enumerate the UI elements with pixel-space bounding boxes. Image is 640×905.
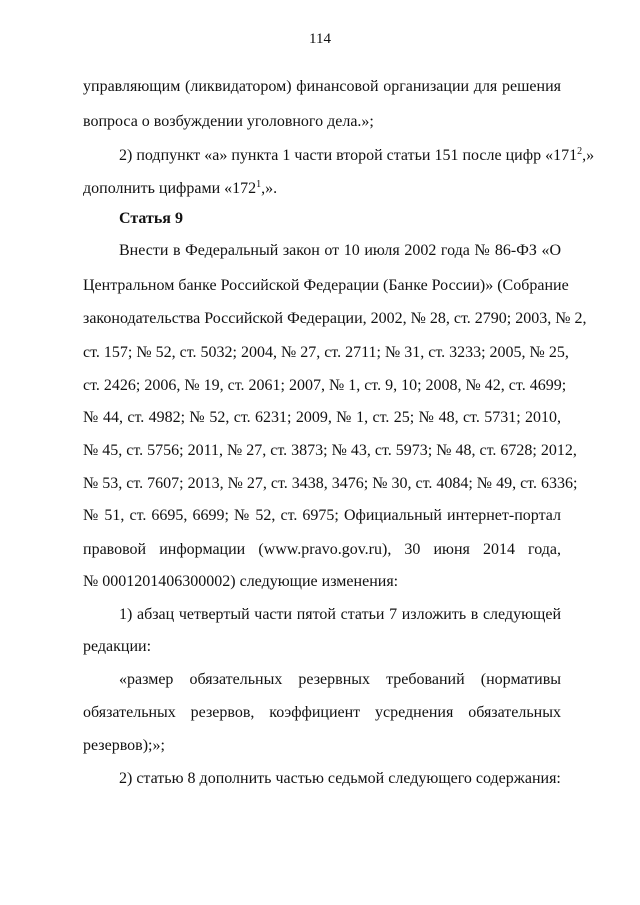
text-line: № 53, ст. 7607; 2013, № 27, ст. 3438, 3476; № 30, ст. 4084; № 49, ст. 6336; xyxy=(83,475,578,492)
text-line: вопроса о возбуждении уголовного дела.»; xyxy=(83,113,374,130)
text-line: редакции: xyxy=(83,638,152,655)
text-line: 1) абзац четвертый части пятой статьи 7 изложить в следующей xyxy=(119,606,561,623)
text-line: № 51, ст. 6695, 6699; № 52, ст. 6975; Официальный интернет-портал xyxy=(83,507,561,524)
text-line xyxy=(83,179,561,199)
text-line: № 44, ст. 4982; № 52, ст. 6231; 2009, № 1, ст. 25; № 48, ст. 5731; 2010, xyxy=(83,409,561,426)
text-fragment: ,». xyxy=(261,180,278,197)
text-fragment: ,» xyxy=(582,147,595,164)
text-line: Центральном банке Российской Федерации (Банке России)» (Собрание xyxy=(83,277,569,294)
text-line: ст. 2426; 2006, № 19, ст. 2061; 2007, № 1, ст. 9, 10; 2008, № 42, ст. 4699; xyxy=(83,377,567,394)
text-line: законодательства Российской Федерации, 2002, № 28, ст. 2790; 2003, № 2, xyxy=(83,310,587,327)
text-line: резервов);»; xyxy=(83,737,165,754)
text-line: обязательных резервов, коэффициент усреднения обязательных xyxy=(83,704,561,721)
text-line: № 0001201406300002) следующие изменения: xyxy=(83,573,399,590)
text-line: ст. 157; № 52, ст. 5032; 2004, № 27, ст. 2711; № 31, ст. 3233; 2005, № 25, xyxy=(83,344,569,361)
text-line xyxy=(119,146,595,166)
text-line: управляющим (ликвидатором) финансовой организации для решения xyxy=(83,78,561,95)
text-line: № 45, ст. 5756; 2011, № 27, ст. 3873; № 43, ст. 5973; № 48, ст. 6728; 2012, xyxy=(83,442,577,459)
text-fragment: дополнить цифрами «172 xyxy=(83,180,257,197)
text-line: правовой информации (www.pravo.gov.ru), 30 июня 2014 года, xyxy=(83,541,561,558)
text-line: «размер обязательных резервных требований (нормативы xyxy=(119,671,561,688)
text-line: Внести в Федеральный закон от 10 июля 2002 года № 86-ФЗ «О xyxy=(119,242,561,259)
text-fragment: 2) подпункт «а» пункта 1 части второй статьи 151 после цифр «171 xyxy=(119,147,578,164)
text-line: 2) статью 8 дополнить частью седьмой следующего содержания: xyxy=(119,770,561,787)
superscript: 2 xyxy=(577,146,583,157)
superscript: 1 xyxy=(256,179,262,190)
page-number: 114 xyxy=(309,31,331,47)
article-heading: Статья 9 xyxy=(119,210,183,227)
